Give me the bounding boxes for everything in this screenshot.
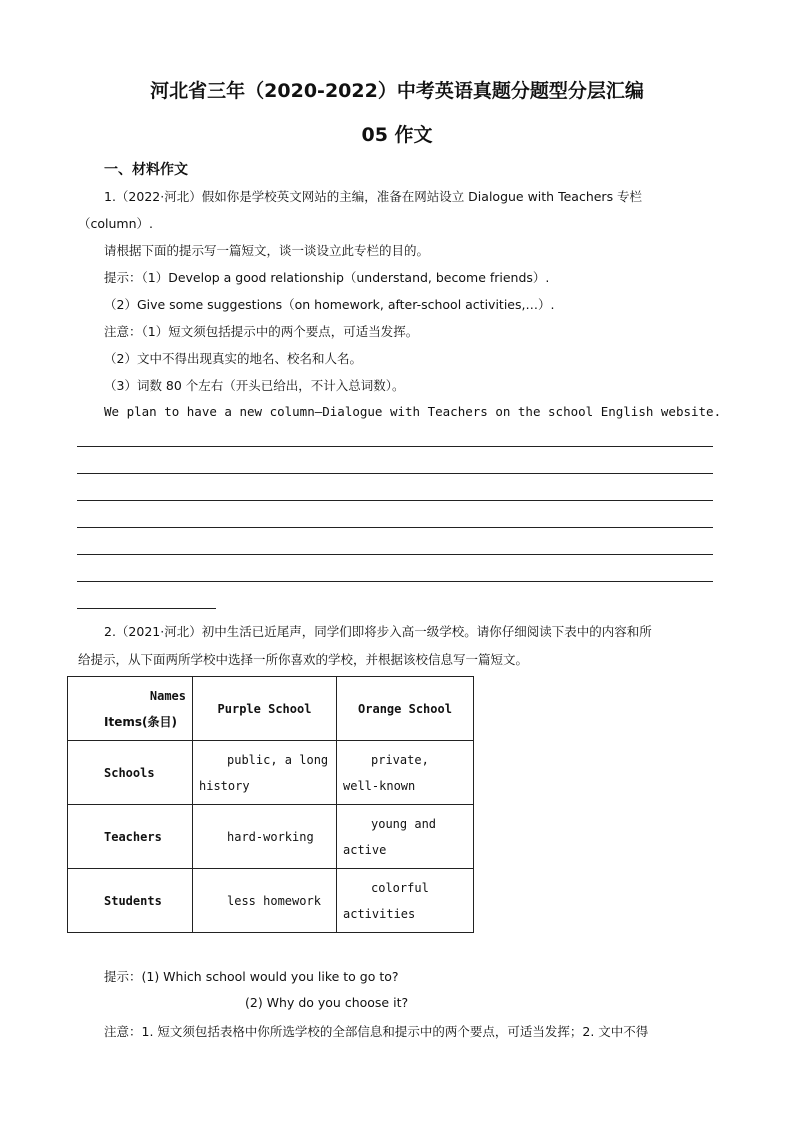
orange-cell — [337, 805, 474, 869]
q2-line2: 给提示，从下面两所学校中选择一所你喜欢的学校，并根据该校信息写一篇短文。 — [78, 652, 529, 667]
q1-line7: （2）文中不得出现真实的地名、校名和人名。 — [104, 351, 362, 366]
table-row — [68, 741, 474, 805]
header-orange-school: Orange School — [337, 677, 474, 741]
purple-cell: hard-working — [193, 805, 337, 869]
cell-text: well-known — [343, 778, 416, 793]
q1-line5: （2）Give some suggestions（on homework, after-school activities,…）. — [104, 297, 555, 312]
purple-cell: less homework — [193, 869, 337, 933]
purple-cell — [193, 741, 337, 805]
cell-text: activities — [343, 906, 416, 921]
cell-text: active — [343, 842, 387, 857]
orange-cell — [337, 741, 474, 805]
table-row — [68, 869, 474, 933]
q2-hint2: (2) Why do you choose it? — [245, 995, 409, 1010]
corner-items: Items(条目) — [104, 714, 177, 729]
q1-line2: （column）. — [78, 216, 153, 231]
cell-text: colorful — [371, 880, 429, 895]
writing-line[interactable] — [77, 473, 713, 474]
q1-line4: 提示：（1）Develop a good relationship（understand, become friends）. — [104, 270, 550, 285]
cell-text: young and — [371, 816, 437, 831]
table-header-row — [68, 677, 474, 741]
cell-text: public, a long — [227, 752, 329, 767]
writing-line[interactable] — [77, 554, 713, 555]
writing-line[interactable] — [77, 581, 713, 582]
header-purple-school: Purple School — [193, 677, 337, 741]
q1-line1: 1.（2022·河北）假如你是学校英文网站的主编，准备在网站设立 Dialogue with Teachers 专栏 — [104, 189, 643, 204]
q1-line8: （3）词数 80 个左右（开头已给出，不计入总词数）。 — [104, 378, 405, 393]
row-item: Schools — [68, 741, 193, 805]
cell-text: private, — [371, 752, 429, 767]
table-row — [68, 805, 474, 869]
row-item: Students — [68, 869, 193, 933]
q1-line3: 请根据下面的提示写一篇短文，谈一谈设立此专栏的目的。 — [104, 243, 430, 258]
school-comparison-table — [67, 676, 474, 933]
divider — [77, 608, 216, 609]
q2-hint1: 提示：(1) Which school would you like to go to? — [104, 969, 399, 984]
writing-line[interactable] — [77, 500, 713, 501]
cell-text: history — [199, 778, 250, 793]
page-subtitle: 05 作文 — [361, 124, 433, 146]
writing-line[interactable] — [77, 527, 713, 528]
q2-note: 注意：1. 短文须包括表格中你所选学校的全部信息和提示中的两个要点，可适当发挥；2. 文中不得 — [104, 1024, 649, 1039]
writing-line[interactable] — [77, 446, 713, 447]
q2-line1: 2.（2021·河北）初中生活已近尾声，同学们即将步入高一级学校。请你仔细阅读下表中的内容和所 — [104, 624, 652, 639]
q1-line6: 注意：（1）短文须包括提示中的两个要点，可适当发挥。 — [104, 324, 419, 339]
corner-names: Names — [149, 688, 186, 703]
orange-cell — [337, 869, 474, 933]
row-item: Teachers — [68, 805, 193, 869]
q1-opening-sentence: We plan to have a new column—Dialogue with Teachers on the school English website. — [104, 404, 722, 419]
table-corner-cell — [68, 677, 193, 741]
page-title: 河北省三年（2020-2022）中考英语真题分题型分层汇编 — [150, 80, 644, 102]
section-heading: 一、材料作文 — [104, 162, 188, 178]
